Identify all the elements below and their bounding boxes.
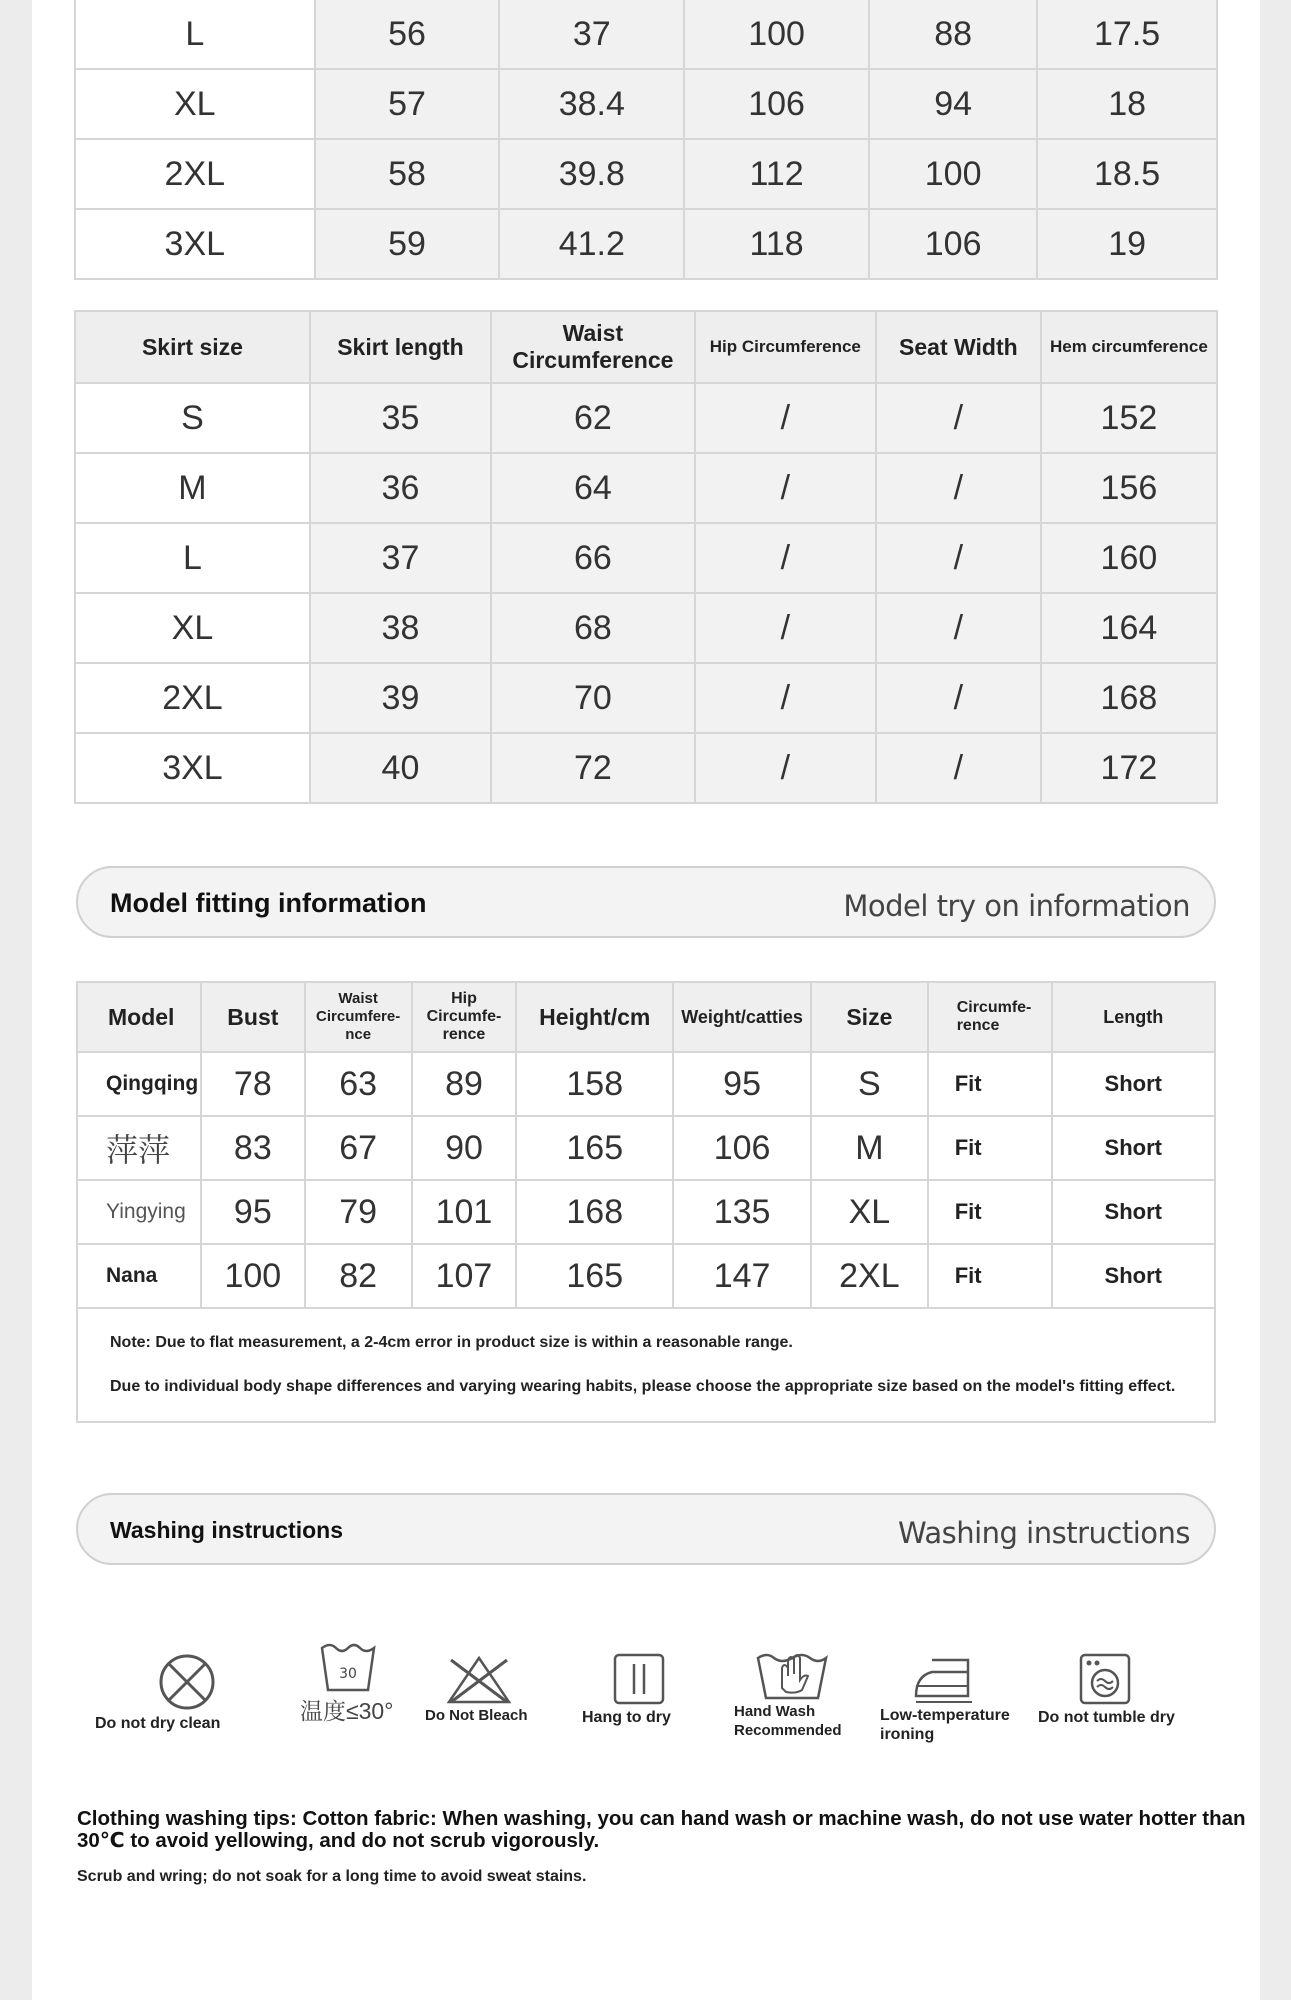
value-cell: 57 xyxy=(315,69,500,139)
low-temp-iron-label-line2: ironing xyxy=(880,1726,935,1743)
value-cell: 112 xyxy=(684,139,869,209)
model-hip-cell: 90 xyxy=(412,1116,517,1180)
model-height-cell: 168 xyxy=(516,1180,673,1244)
value-cell: 40 xyxy=(310,733,491,803)
header-hip-line1: Hip xyxy=(451,990,477,1007)
header-circumference xyxy=(928,982,1052,1052)
hand-wash-label xyxy=(734,1702,842,1740)
value-cell: 36 xyxy=(310,453,491,523)
value-cell: 59 xyxy=(315,209,500,279)
model-bust-cell: 95 xyxy=(201,1180,305,1244)
model-waist-cell: 79 xyxy=(305,1180,412,1244)
value-cell: 68 xyxy=(491,593,695,663)
size-cell: 3XL xyxy=(75,733,310,803)
model-size-cell: S xyxy=(811,1052,928,1116)
header-skirt-length: Skirt length xyxy=(310,311,491,383)
model-weight-cell: 95 xyxy=(673,1052,811,1116)
value-cell: 18 xyxy=(1037,69,1217,139)
value-cell: 160 xyxy=(1041,523,1217,593)
value-cell: 100 xyxy=(684,0,869,69)
model-name-cell: Nana xyxy=(77,1244,201,1308)
wash-30-badge: 30 xyxy=(339,1666,357,1682)
washing-subtitle: Washing instructions xyxy=(898,1516,1190,1550)
model-weight-cell: 135 xyxy=(673,1180,811,1244)
no-dry-clean-icon xyxy=(157,1652,217,1712)
model-hip-cell: 101 xyxy=(412,1180,517,1244)
model-size-cell: 2XL xyxy=(811,1244,928,1308)
model-fitting-banner xyxy=(76,866,1216,938)
size-cell: 2XL xyxy=(75,663,310,733)
size-cell: XL xyxy=(75,69,315,139)
model-waist-cell: 63 xyxy=(305,1052,412,1116)
product-detail-page xyxy=(32,0,1260,2000)
value-cell: 72 xyxy=(491,733,695,803)
no-tumble-dry-label: Do not tumble dry xyxy=(1038,1709,1175,1726)
model-height-cell: 165 xyxy=(516,1116,673,1180)
size-cell: S xyxy=(75,383,310,453)
size-cell: M xyxy=(75,453,310,523)
model-name-cell: Yingying xyxy=(77,1180,201,1244)
model-row xyxy=(77,1180,1215,1244)
value-cell: 37 xyxy=(499,0,684,69)
value-cell: 39 xyxy=(310,663,491,733)
value-cell: / xyxy=(695,453,876,523)
value-cell: 94 xyxy=(869,69,1037,139)
washing-item-hand-wash xyxy=(734,1640,842,1740)
value-cell: 37 xyxy=(310,523,491,593)
model-waist-cell: 67 xyxy=(305,1116,412,1180)
value-cell: 66 xyxy=(491,523,695,593)
no-bleach-icon xyxy=(445,1654,513,1706)
model-waist-cell: 82 xyxy=(305,1244,412,1308)
value-cell: / xyxy=(695,383,876,453)
hand-wash-icon xyxy=(754,1640,830,1702)
model-length-cell: Short xyxy=(1052,1052,1215,1116)
value-cell: / xyxy=(695,733,876,803)
value-cell: / xyxy=(876,663,1041,733)
header-hip xyxy=(412,982,517,1052)
header-size: Size xyxy=(811,982,928,1052)
value-cell: 39.8 xyxy=(499,139,684,209)
header-bust: Bust xyxy=(201,982,305,1052)
header-waist-line1: Waist xyxy=(338,990,378,1007)
model-bust-cell: 78 xyxy=(201,1052,305,1116)
model-row xyxy=(77,1052,1215,1116)
value-cell: 164 xyxy=(1041,593,1217,663)
model-height-cell: 158 xyxy=(516,1052,673,1116)
value-cell: 88 xyxy=(869,0,1037,69)
no-bleach-label: Do Not Bleach xyxy=(425,1707,528,1724)
header-hem-circumference: Hem circumference xyxy=(1041,311,1217,383)
value-cell: 156 xyxy=(1041,453,1217,523)
value-cell: 118 xyxy=(684,209,869,279)
hang-dry-icon xyxy=(612,1652,666,1706)
washing-icons-row xyxy=(32,1640,1260,1760)
model-row xyxy=(77,1244,1215,1308)
model-fit-cell: Fit xyxy=(928,1180,1052,1244)
size-note-line2: Due to individual body shape differences and varying wearing habits, please choose the appropriate size based on the model's fitting effect. xyxy=(110,1378,1176,1395)
model-weight-cell: 147 xyxy=(673,1244,811,1308)
model-hip-cell: 107 xyxy=(412,1244,517,1308)
skirt-table-row xyxy=(75,733,1217,803)
value-cell: 19 xyxy=(1037,209,1217,279)
size-cell: 2XL xyxy=(75,139,315,209)
value-cell: 100 xyxy=(869,139,1037,209)
value-cell: / xyxy=(695,523,876,593)
value-cell: 106 xyxy=(869,209,1037,279)
header-hip-line2: Circumfe- xyxy=(426,1008,502,1025)
value-cell: 64 xyxy=(491,453,695,523)
model-length-cell: Short xyxy=(1052,1116,1215,1180)
skirt-table-row xyxy=(75,523,1217,593)
header-hip-line3: rence xyxy=(442,1026,486,1043)
washing-item-no-bleach xyxy=(425,1640,528,1725)
value-cell: / xyxy=(876,733,1041,803)
model-length-cell: Short xyxy=(1052,1244,1215,1308)
washing-item-hang-dry xyxy=(582,1640,671,1727)
top-table-row xyxy=(75,209,1217,279)
skirt-table-row xyxy=(75,453,1217,523)
model-size-cell: M xyxy=(811,1116,928,1180)
washing-tips-secondary: Scrub and wring; do not soak for a long time to avoid sweat stains. xyxy=(77,1868,587,1885)
model-fitting-table xyxy=(76,981,1216,1423)
model-hip-cell: 89 xyxy=(412,1052,517,1116)
top-table-row xyxy=(75,69,1217,139)
value-cell: 168 xyxy=(1041,663,1217,733)
header-length: Length xyxy=(1052,982,1215,1052)
washing-item-no-dry-clean xyxy=(95,1640,220,1733)
model-height-cell: 165 xyxy=(516,1244,673,1308)
header-hip-circumference: Hip Circumference xyxy=(695,311,876,383)
value-cell: 62 xyxy=(491,383,695,453)
skirt-table-row xyxy=(75,383,1217,453)
value-cell: 41.2 xyxy=(499,209,684,279)
value-cell: / xyxy=(876,383,1041,453)
washing-item-low-temp-iron xyxy=(880,1640,1010,1744)
model-weight-cell: 106 xyxy=(673,1116,811,1180)
header-skirt-size: Skirt size xyxy=(75,311,310,383)
model-row xyxy=(77,1116,1215,1180)
model-fitting-title: Model fitting information xyxy=(110,888,427,918)
value-cell: 58 xyxy=(315,139,500,209)
value-cell: 17.5 xyxy=(1037,0,1217,69)
skirt-table-row xyxy=(75,663,1217,733)
value-cell: 56 xyxy=(315,0,500,69)
no-dry-clean-label: Do not dry clean xyxy=(95,1715,221,1732)
model-bust-cell: 83 xyxy=(201,1116,305,1180)
model-length-cell: Short xyxy=(1052,1180,1215,1244)
top-size-table xyxy=(74,0,1218,280)
wash-30-icon xyxy=(318,1640,378,1696)
top-table-row xyxy=(75,139,1217,209)
model-fit-cell: Fit xyxy=(928,1116,1052,1180)
skirt-size-table xyxy=(74,310,1218,804)
size-cell: 3XL xyxy=(75,209,315,279)
value-cell: / xyxy=(695,593,876,663)
size-cell: XL xyxy=(75,593,310,663)
low-temp-iron-label-line1: Low-temperature xyxy=(880,1707,1010,1724)
hang-dry-label: Hang to dry xyxy=(582,1709,671,1726)
top-table-row xyxy=(75,0,1217,69)
washing-title: Washing instructions xyxy=(110,1517,343,1543)
value-cell: 106 xyxy=(684,69,869,139)
header-height: Height/cm xyxy=(516,982,673,1052)
size-note-line1: Note: Due to flat measurement, a 2-4cm error in product size is within a reasonable range. xyxy=(110,1334,793,1351)
model-fit-cell: Fit xyxy=(928,1244,1052,1308)
skirt-table-row xyxy=(75,593,1217,663)
header-seat-width: Seat Width xyxy=(876,311,1041,383)
size-cell: L xyxy=(75,0,315,69)
model-fit-cell: Fit xyxy=(928,1052,1052,1116)
value-cell: 38.4 xyxy=(499,69,684,139)
header-waist-line3: nce xyxy=(345,1026,372,1043)
low-temp-iron-label xyxy=(880,1706,1010,1744)
model-name-cell: Qingqing xyxy=(77,1052,201,1116)
header-waist-line2: Circumfere- xyxy=(316,1008,401,1025)
value-cell: 172 xyxy=(1041,733,1217,803)
value-cell: 18.5 xyxy=(1037,139,1217,209)
value-cell: / xyxy=(695,663,876,733)
value-cell: / xyxy=(876,523,1041,593)
hand-wash-label-line1: Hand Wash xyxy=(734,1703,816,1720)
washing-item-no-tumble-dry xyxy=(1038,1640,1175,1727)
header-waist xyxy=(305,982,412,1052)
value-cell: 35 xyxy=(310,383,491,453)
value-cell: / xyxy=(876,593,1041,663)
washing-banner xyxy=(76,1493,1216,1565)
washing-item-wash-30 xyxy=(268,1640,394,1724)
hand-wash-label-line2: Recommended xyxy=(734,1722,842,1739)
model-size-cell: XL xyxy=(811,1180,928,1244)
value-cell: 152 xyxy=(1041,383,1217,453)
value-cell: 70 xyxy=(491,663,695,733)
header-circ-line2: rence xyxy=(956,1017,1000,1034)
model-name-cell: 萍萍 xyxy=(77,1116,201,1180)
value-cell: / xyxy=(876,453,1041,523)
low-temp-iron-icon xyxy=(912,1654,976,1706)
washing-tips-main: Clothing washing tips: Cotton fabric: When washing, you can hand wash or machine wash, do not use water hotter than 30℃ to avoid yellowing, and do not scrub vigorously. xyxy=(77,1807,1246,1852)
header-weight: Weight/catties xyxy=(673,982,811,1052)
header-waist-circumference: Waist Circumference xyxy=(491,311,695,383)
no-tumble-dry-icon xyxy=(1078,1652,1132,1706)
wash-30-label: 温度≤30° xyxy=(300,1698,394,1724)
size-note xyxy=(77,1308,1215,1422)
model-bust-cell: 100 xyxy=(201,1244,305,1308)
model-fitting-subtitle: Model try on information xyxy=(843,889,1190,923)
header-model: Model xyxy=(77,982,201,1052)
size-cell: L xyxy=(75,523,310,593)
value-cell: 38 xyxy=(310,593,491,663)
header-circ-line1: Circumfe- xyxy=(956,999,1032,1016)
